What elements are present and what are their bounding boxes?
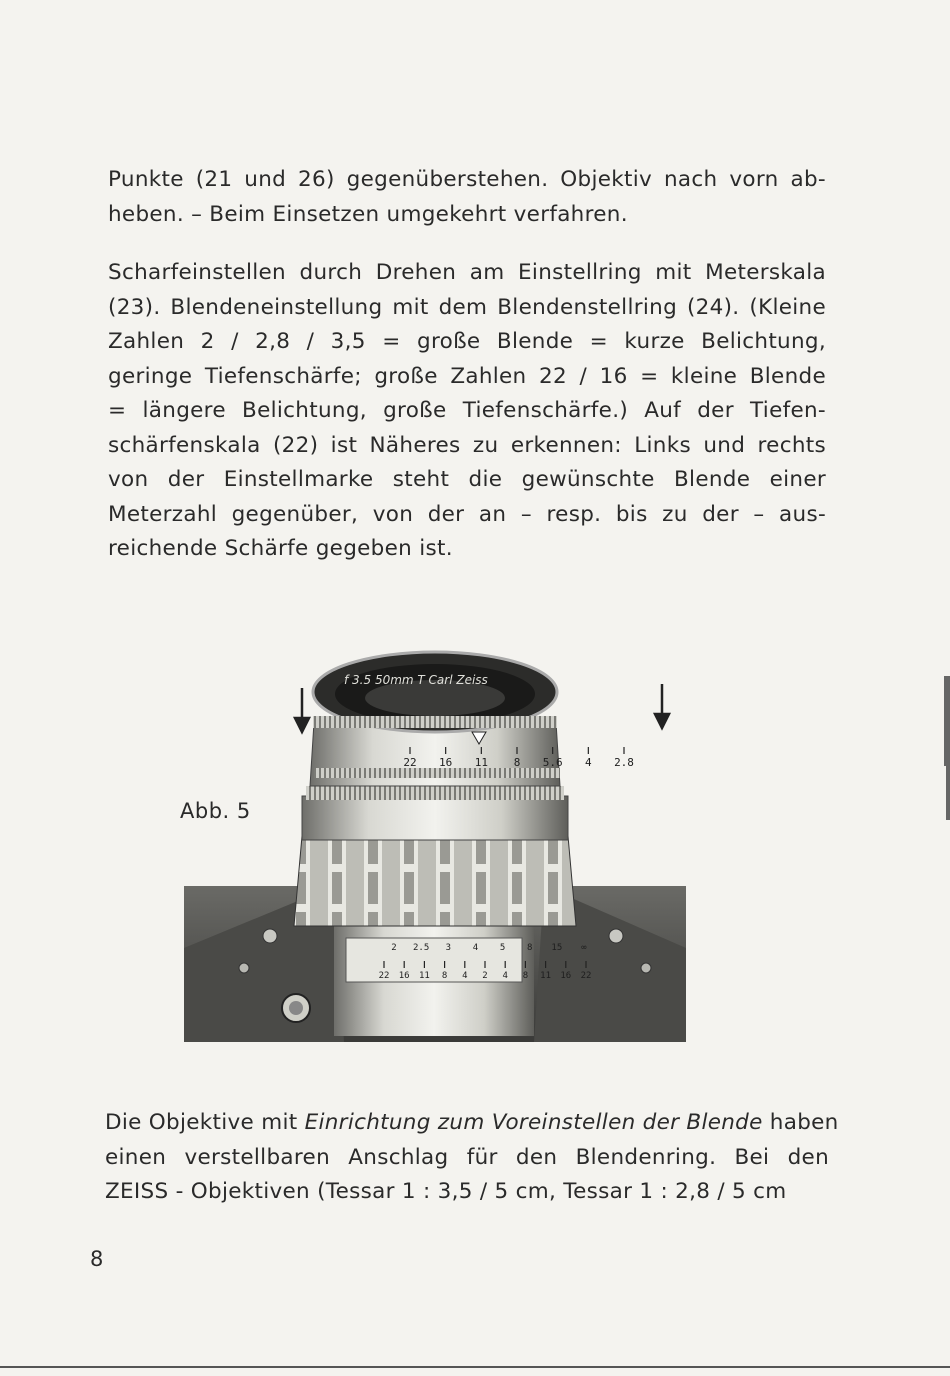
distance-scale-label: 4 bbox=[472, 943, 479, 953]
lens-engraving: f 3.5 50mm T Carl Zeiss bbox=[344, 673, 488, 687]
aperture-scale-label: 22 bbox=[403, 756, 417, 769]
dof-scale-label: 4 bbox=[502, 971, 508, 981]
dof-scale-label: 8 bbox=[441, 971, 448, 981]
emphasis: Einrichtung zum Voreinstellen der Blende bbox=[304, 1110, 763, 1135]
text-line: Scharfeinstellen durch Drehen am Einstellring mit Meterskala bbox=[108, 260, 826, 285]
distance-scale-label: 2.5 bbox=[413, 943, 430, 953]
text-line: ZEISS - Objektiven (Tessar 1 : 3,5 / 5 cm, Tessar 1 : 2,8 / 5 cm bbox=[105, 1179, 787, 1204]
right-arrow bbox=[655, 684, 669, 728]
text-line: = längere Belichtung, große Tiefenschärfe.) Auf der Tiefen- bbox=[108, 398, 826, 423]
dof-scale-label: 11 bbox=[540, 971, 552, 981]
figure-caption: Abb. 5 bbox=[180, 799, 251, 823]
aperture-scale-label: 11 bbox=[474, 756, 488, 769]
screw bbox=[609, 929, 623, 943]
text-line: Punkte (21 und 26) gegenüberstehen. Objektiv nach vorn ab- bbox=[108, 167, 826, 192]
dof-scale-label: 16 bbox=[560, 971, 572, 981]
distance-scale-label: 15 bbox=[551, 943, 563, 953]
screw bbox=[641, 963, 651, 973]
text-line: Die Objektive mit Einrichtung zum Voreinstellen der Blende haben bbox=[105, 1110, 839, 1135]
scan-edge-mark bbox=[944, 676, 950, 766]
text-line: Meterzahl gegenüber, von der an – resp. bis zu der – aus- bbox=[108, 501, 826, 527]
paragraph-removal-instructions bbox=[108, 163, 826, 232]
distance-scale-label: 5 bbox=[499, 943, 506, 953]
text-line: reichende Schärfe gegeben ist. bbox=[108, 536, 453, 561]
text-line: Zahlen 2 / 2,8 / 3,5 = große Blende = kurze Belichtung, bbox=[108, 329, 826, 354]
aperture-scale-label: 5.6 bbox=[542, 756, 563, 769]
dof-scale-label: 11 bbox=[418, 971, 430, 981]
dof-scale-label: 22 bbox=[378, 971, 390, 981]
left-arrow bbox=[295, 688, 309, 732]
dof-scale-label: 2 bbox=[482, 971, 488, 981]
text-line: von der Einstellmarke steht die gewünschte Blende einer bbox=[108, 467, 826, 492]
focus-grip-ring bbox=[294, 836, 576, 926]
paragraph-preset-aperture bbox=[105, 1106, 839, 1210]
distance-scale-label: 3 bbox=[445, 943, 451, 953]
text-line: (23). Blendeneinstellung mit dem Blendenstellring (24). (Kleine bbox=[108, 294, 826, 320]
screw bbox=[263, 929, 277, 943]
dof-scale-label: 8 bbox=[522, 971, 529, 981]
scan-bottom-edge bbox=[0, 1366, 950, 1368]
text-line: heben. – Beim Einsetzen umgekehrt verfahren. bbox=[108, 201, 628, 227]
distance-scale-label: 2 bbox=[391, 943, 397, 953]
distance-scale-label: 8 bbox=[527, 943, 533, 953]
aperture-scale-label: 8 bbox=[513, 756, 521, 769]
text-line: einen verstellbaren Anschlag für den Blendenring. Bei den bbox=[105, 1144, 829, 1170]
page-number: 8 bbox=[90, 1247, 104, 1271]
aperture-scale-label: 16 bbox=[439, 756, 453, 769]
paragraph-focus-aperture bbox=[108, 256, 826, 567]
dof-scale-label: 16 bbox=[398, 971, 410, 981]
lens-photo bbox=[184, 628, 686, 1042]
lens-barrel bbox=[302, 796, 568, 840]
aperture-scale-label: 2.8 bbox=[614, 756, 634, 769]
dof-scale-label: 4 bbox=[462, 971, 468, 981]
aperture-scale-label: 4 bbox=[585, 756, 592, 769]
distance-scale-label: ∞ bbox=[581, 943, 587, 953]
text-line: geringe Tiefenschärfe; große Zahlen 22 / 16 = kleine Blende bbox=[108, 363, 826, 389]
screw bbox=[239, 963, 249, 973]
dof-scale-label: 22 bbox=[580, 971, 592, 981]
scan-edge-mark bbox=[946, 760, 950, 820]
text-line: schärfenskala (22) ist Näheres zu erkennen: Links und rechts bbox=[108, 432, 826, 458]
